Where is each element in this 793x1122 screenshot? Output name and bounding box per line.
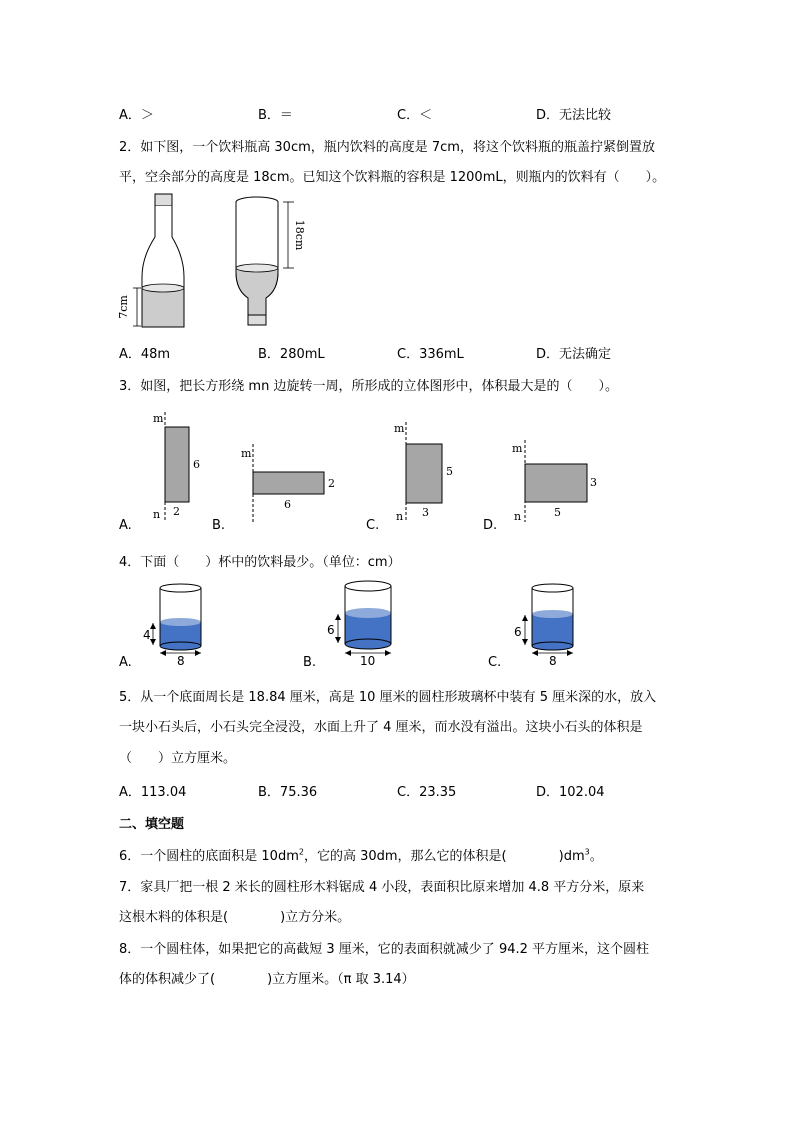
q3b-label-m: m [241, 447, 252, 460]
q4c-diameter-label: 8 [549, 654, 557, 668]
q5-option-b: B．75.36 [258, 785, 318, 800]
q3-figure-d [508, 438, 608, 528]
q3-figure-a [145, 410, 215, 528]
q5-text-line2: 一块小石头后，小石头完全浸没，水面上升了 4 厘米，而水没有溢出。这块小石头的体积是 [119, 720, 643, 735]
q3a-label-n: n [153, 508, 161, 521]
q1-option-c: C．＜ [397, 108, 433, 123]
q2-label-7cm: 7cm [117, 295, 130, 319]
q4-cup-b [320, 576, 410, 668]
q3c-label-width: 3 [422, 506, 429, 519]
q6-sup-squared: 2 [298, 847, 304, 857]
q6-text-post: 。 [589, 849, 603, 864]
q2-option-a: A．48m [119, 347, 171, 362]
q4-letter-c: C. [488, 655, 502, 670]
q3d-label-width: 5 [554, 506, 561, 519]
q6-text [119, 845, 603, 864]
q4-cup-c [510, 578, 590, 668]
q4a-height-label: 4 [143, 628, 151, 642]
q3-figure-c [392, 420, 462, 528]
q3-letter-a: A. [119, 518, 132, 533]
q3a-label-height: 6 [193, 458, 200, 471]
q3a-label-width: 2 [173, 505, 180, 518]
q1-option-b: B．＝ [258, 108, 293, 123]
q2-label-18cm: 18cm [293, 219, 306, 251]
q8-text-line1: 8．一个圆柱体，如果把它的高截短 3 厘米，它的表面积就减少了 94.2 平方厘米，这个圆柱 [119, 942, 650, 957]
q4b-height-label: 6 [327, 623, 335, 637]
q5-option-d: D．102.04 [536, 785, 605, 800]
q3-letter-c: C. [366, 518, 380, 533]
q3-letter-b: B. [212, 518, 226, 533]
q7-text-line1: 7．家具厂把一根 2 米长的圆柱形木料锯成 4 小段，表面积比原来增加 4.8 平方分米，原来 [119, 880, 645, 895]
q3a-label-m: m [153, 412, 164, 425]
q4-letter-b: B. [303, 655, 317, 670]
q3b-label-width: 6 [284, 498, 291, 511]
q3c-label-n: n [396, 510, 404, 523]
q4-text: 4．下面（ ）杯中的饮料最少。（单位：cm） [119, 555, 401, 570]
section-heading-fill-in: 二、填空题 [119, 817, 185, 832]
q3d-label-height: 3 [590, 476, 597, 489]
q5-option-a: A．113.04 [119, 785, 187, 800]
q2-bottle-inverted-figure [228, 190, 308, 332]
q6-text-pre: 6．一个圆柱的底面积是 10dm [119, 849, 299, 864]
q4c-height-label: 6 [514, 625, 522, 639]
q2-option-d: D．无法确定 [536, 347, 612, 362]
q7-text-line2: 这根木料的体积是( )立方分米。 [119, 910, 351, 925]
q2-option-b: B．280mL [258, 347, 325, 362]
q2-option-c: C．336mL [397, 347, 464, 362]
q2-text-line1: 2．如下图，一个饮料瓶高 30cm，瓶内饮料的高度是 7cm，将这个饮料瓶的瓶盖拧紧倒置放 [119, 140, 655, 155]
q3c-label-height: 5 [446, 465, 453, 478]
q5-text-line3: （ ）立方厘米。 [119, 751, 237, 766]
q4-cup-a [138, 578, 218, 668]
q4b-diameter-label: 10 [360, 654, 376, 668]
q3-figure-b [238, 442, 348, 524]
q3-text: 3．如图，把长方形绕 mn 边旋转一周，所形成的立体图形中，体积最大是的（ ）。 [119, 379, 618, 394]
q5-text-line1: 5．从一个底面周长是 18.84 厘米，高是 10 厘米的圆柱形玻璃杯中装有 5 厘米深的水，放入 [119, 690, 657, 705]
q3c-label-m: m [394, 422, 405, 435]
q3d-label-m: m [512, 442, 523, 455]
q4-letter-a: A. [119, 655, 132, 670]
q1-option-d: D．无法比较 [536, 108, 612, 123]
q4a-diameter-label: 8 [177, 654, 185, 668]
q8-text-line2: 体的体积减少了( )立方厘米。（π 取 3.14） [119, 972, 415, 987]
q2-bottle-upright-figure [110, 192, 200, 334]
q1-option-a: A．＞ [119, 108, 154, 123]
q6-sup-cubed: 3 [584, 847, 590, 857]
q2-text-line2: 平，空余部分的高度是 18cm。已知这个饮料瓶的容积是 1200mL，则瓶内的饮料有（ ）。 [119, 170, 666, 185]
q3-letter-d: D. [483, 518, 498, 533]
q6-text-mid: ，它的高 30dm，那么它的体积是( )dm [303, 849, 585, 864]
q3b-label-height: 2 [328, 477, 335, 490]
q5-option-c: C．23.35 [397, 785, 457, 800]
q3d-label-n: n [514, 510, 522, 523]
